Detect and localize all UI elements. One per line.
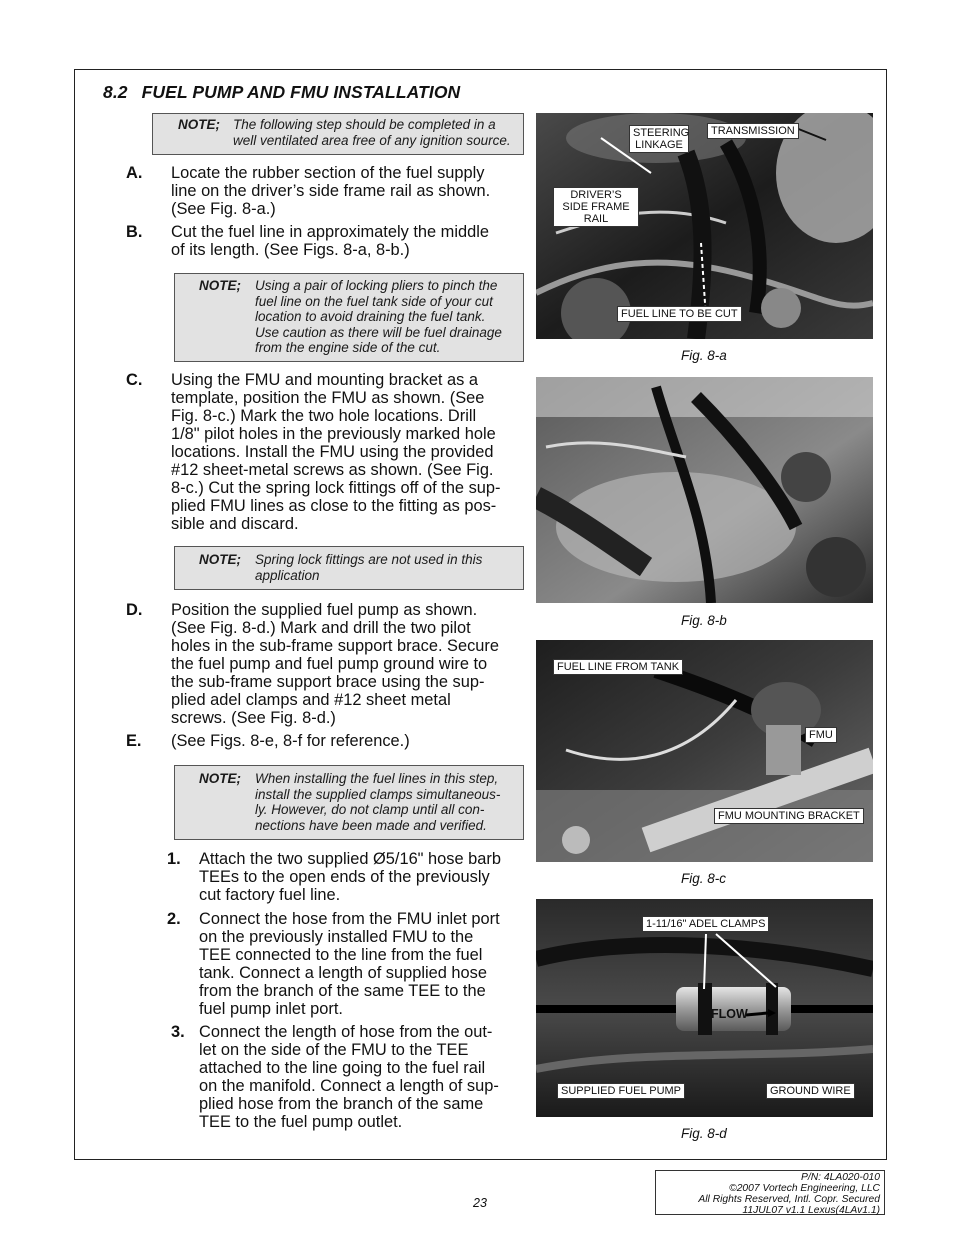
step-line: 8-c.) Cut the spring lock fittings off of the sup- [171, 479, 501, 497]
substep-label: 1. [167, 850, 181, 868]
note-label: NOTE; [199, 278, 241, 293]
note-line: The following step should be completed in a [233, 117, 496, 132]
label-supplied-fuel-pump: SUPPLIED FUEL PUMP [557, 1083, 685, 1099]
footer-copyright-box [655, 1170, 885, 1215]
note-box-spring-lock [174, 546, 524, 590]
note-line: Use caution as there will be fuel drainage [255, 324, 502, 340]
step-line: (See Fig. 8-d.) Mark and drill the two pilot [171, 619, 471, 637]
step-line: from the branch of the same TEE to the [199, 982, 486, 1000]
step-line: let on the side of the FMU to the TEE [199, 1041, 469, 1059]
section-title: FUEL PUMP AND FMU INSTALLATION [141, 82, 461, 102]
step-label: A. [126, 164, 143, 182]
step-line: Connect the hose from the FMU inlet port [199, 910, 500, 928]
section-heading [103, 82, 460, 103]
substep-text [199, 910, 529, 1018]
label-fmu: FMU [805, 727, 837, 743]
label-ground-wire: GROUND WIRE [766, 1083, 855, 1099]
label-fuel-line-to-be-cut: FUEL LINE TO BE CUT [617, 306, 742, 322]
step-line: template, position the FMU as shown. (See [171, 389, 485, 407]
step-line: of its length. (See Figs. 8-a, 8-b.) [171, 241, 410, 259]
step-text [171, 223, 531, 259]
step-line: TEEs to the open ends of the previously [199, 868, 490, 886]
step-line: (See Fig. 8-a.) [171, 200, 276, 218]
step-text [171, 601, 531, 727]
figure-caption: Fig. 8-b [681, 613, 727, 628]
note-line: When installing the fuel lines in this step, [255, 771, 499, 786]
substep-label: 2. [167, 910, 181, 928]
footer-part-number: P/N: 4LA020-010 [801, 1172, 880, 1183]
step-line: attached to the line going to the fuel rail [199, 1059, 486, 1077]
figure-caption: Fig. 8-a [681, 348, 727, 363]
step-line: the fuel pump and fuel pump ground wire to [171, 655, 488, 673]
step-line: Using the FMU and mounting bracket as a [171, 371, 479, 389]
substep-text [199, 850, 529, 904]
step-text [171, 371, 531, 533]
step-line: locations. Install the FMU using the provided [171, 443, 494, 461]
label-transmission: TRANSMISSION [707, 123, 799, 139]
step-line: screws. (See Fig. 8-d.) [171, 709, 336, 727]
note-line: location to avoid draining the fuel tank. [255, 309, 486, 325]
step-line: cut factory fuel line. [199, 886, 341, 904]
note-text [233, 117, 511, 148]
step-line: sible and discard. [171, 515, 299, 533]
figure-8b-photo [536, 377, 873, 603]
tag-text: STEERING LINKAGE [633, 127, 690, 151]
note-label: NOTE; [178, 117, 220, 132]
footer-rights: All Rights Reserved, Intl. Copr. Secured [698, 1194, 880, 1205]
page-number: 23 [473, 1196, 487, 1210]
note-box-ignition [152, 113, 524, 155]
step-line: Cut the fuel line in approximately the middle [171, 223, 489, 241]
label-flow: FLOW [711, 1007, 748, 1021]
note-text [255, 278, 502, 356]
step-line: the sub-frame support brace using the sup- [171, 673, 485, 691]
note-line: ly. However, do not clamp until all con- [255, 802, 485, 818]
step-label: B. [126, 223, 143, 241]
step-line: holes in the sub-frame support brace. Secure [171, 637, 499, 655]
step-line: on the previously installed FMU to the [199, 928, 474, 946]
figure-caption: Fig. 8-d [681, 1126, 727, 1141]
note-line: nections have been made and verified. [255, 817, 487, 833]
note-label: NOTE; [199, 552, 241, 567]
step-line: Attach the two supplied Ø5/16" hose barb [199, 850, 501, 868]
tag-text: DRIVER’S SIDE FRAME RAIL [562, 189, 630, 225]
label-adel-clamps: 1-11/16" ADEL CLAMPS [642, 916, 769, 932]
step-line: plied hose from the branch of the same [199, 1095, 484, 1113]
note-box-clamps [174, 765, 524, 840]
note-line: Spring lock fittings are not used in this [255, 552, 483, 567]
step-line: #12 sheet-metal screws as shown. (See Fig. [171, 461, 494, 479]
label-fuel-line-from-tank: FUEL LINE FROM TANK [553, 659, 683, 675]
label-drivers-side-frame-rail [553, 187, 639, 227]
substep-text [199, 1023, 529, 1131]
cut-fuel-line-photo [536, 377, 873, 603]
step-line: (See Figs. 8-e, 8-f for reference.) [171, 732, 410, 750]
step-line: plied FMU lines as close to the fitting as pos- [171, 497, 497, 515]
note-box-pliers [174, 273, 524, 362]
figure-caption: Fig. 8-c [681, 871, 727, 886]
step-line: line on the driver’s side frame rail as shown. [171, 182, 491, 200]
step-line: fuel pump inlet port. [199, 1000, 343, 1018]
step-line: 1/8" pilot holes in the previously marked hole [171, 425, 496, 443]
step-line: Position the supplied fuel pump as shown. [171, 601, 478, 619]
note-label: NOTE; [199, 771, 241, 786]
note-text [255, 771, 500, 833]
step-line: TEE to the fuel pump outlet. [199, 1113, 403, 1131]
step-line: Connect the length of hose from the out- [199, 1023, 493, 1041]
step-line: Locate the rubber section of the fuel supply [171, 164, 485, 182]
note-line: install the supplied clamps simultaneous- [255, 786, 501, 802]
note-line: well ventilated area free of any ignition source. [233, 132, 511, 148]
step-label: E. [126, 732, 142, 750]
step-label: D. [126, 601, 143, 619]
step-line: tank. Connect a length of supplied hose [199, 964, 487, 982]
step-line: Fig. 8-c.) Mark the two hole locations. Drill [171, 407, 477, 425]
step-text [171, 164, 531, 218]
step-label: C. [126, 371, 143, 389]
step-text [171, 732, 531, 750]
note-line: application [255, 567, 320, 583]
note-line: from the engine side of the cut. [255, 340, 441, 356]
footer-version: 11JUL07 v1.1 Lexus(4LAv1.1) [742, 1205, 880, 1216]
section-number: 8.2 [103, 82, 128, 102]
step-line: TEE connected to the line from the fuel [199, 946, 483, 964]
footer-copyright: ©2007 Vortech Engineering, LLC [729, 1183, 880, 1194]
substep-label: 3. [171, 1023, 185, 1041]
step-line: plied adel clamps and #12 sheet metal [171, 691, 451, 709]
note-line: Using a pair of locking pliers to pinch the [255, 278, 498, 293]
note-line: fuel line on the fuel tank side of your cut [255, 293, 493, 309]
step-line: on the manifold. Connect a length of sup- [199, 1077, 499, 1095]
label-fmu-mounting-bracket: FMU MOUNTING BRACKET [714, 808, 864, 824]
label-steering-linkage [629, 125, 689, 153]
note-text [255, 552, 482, 583]
